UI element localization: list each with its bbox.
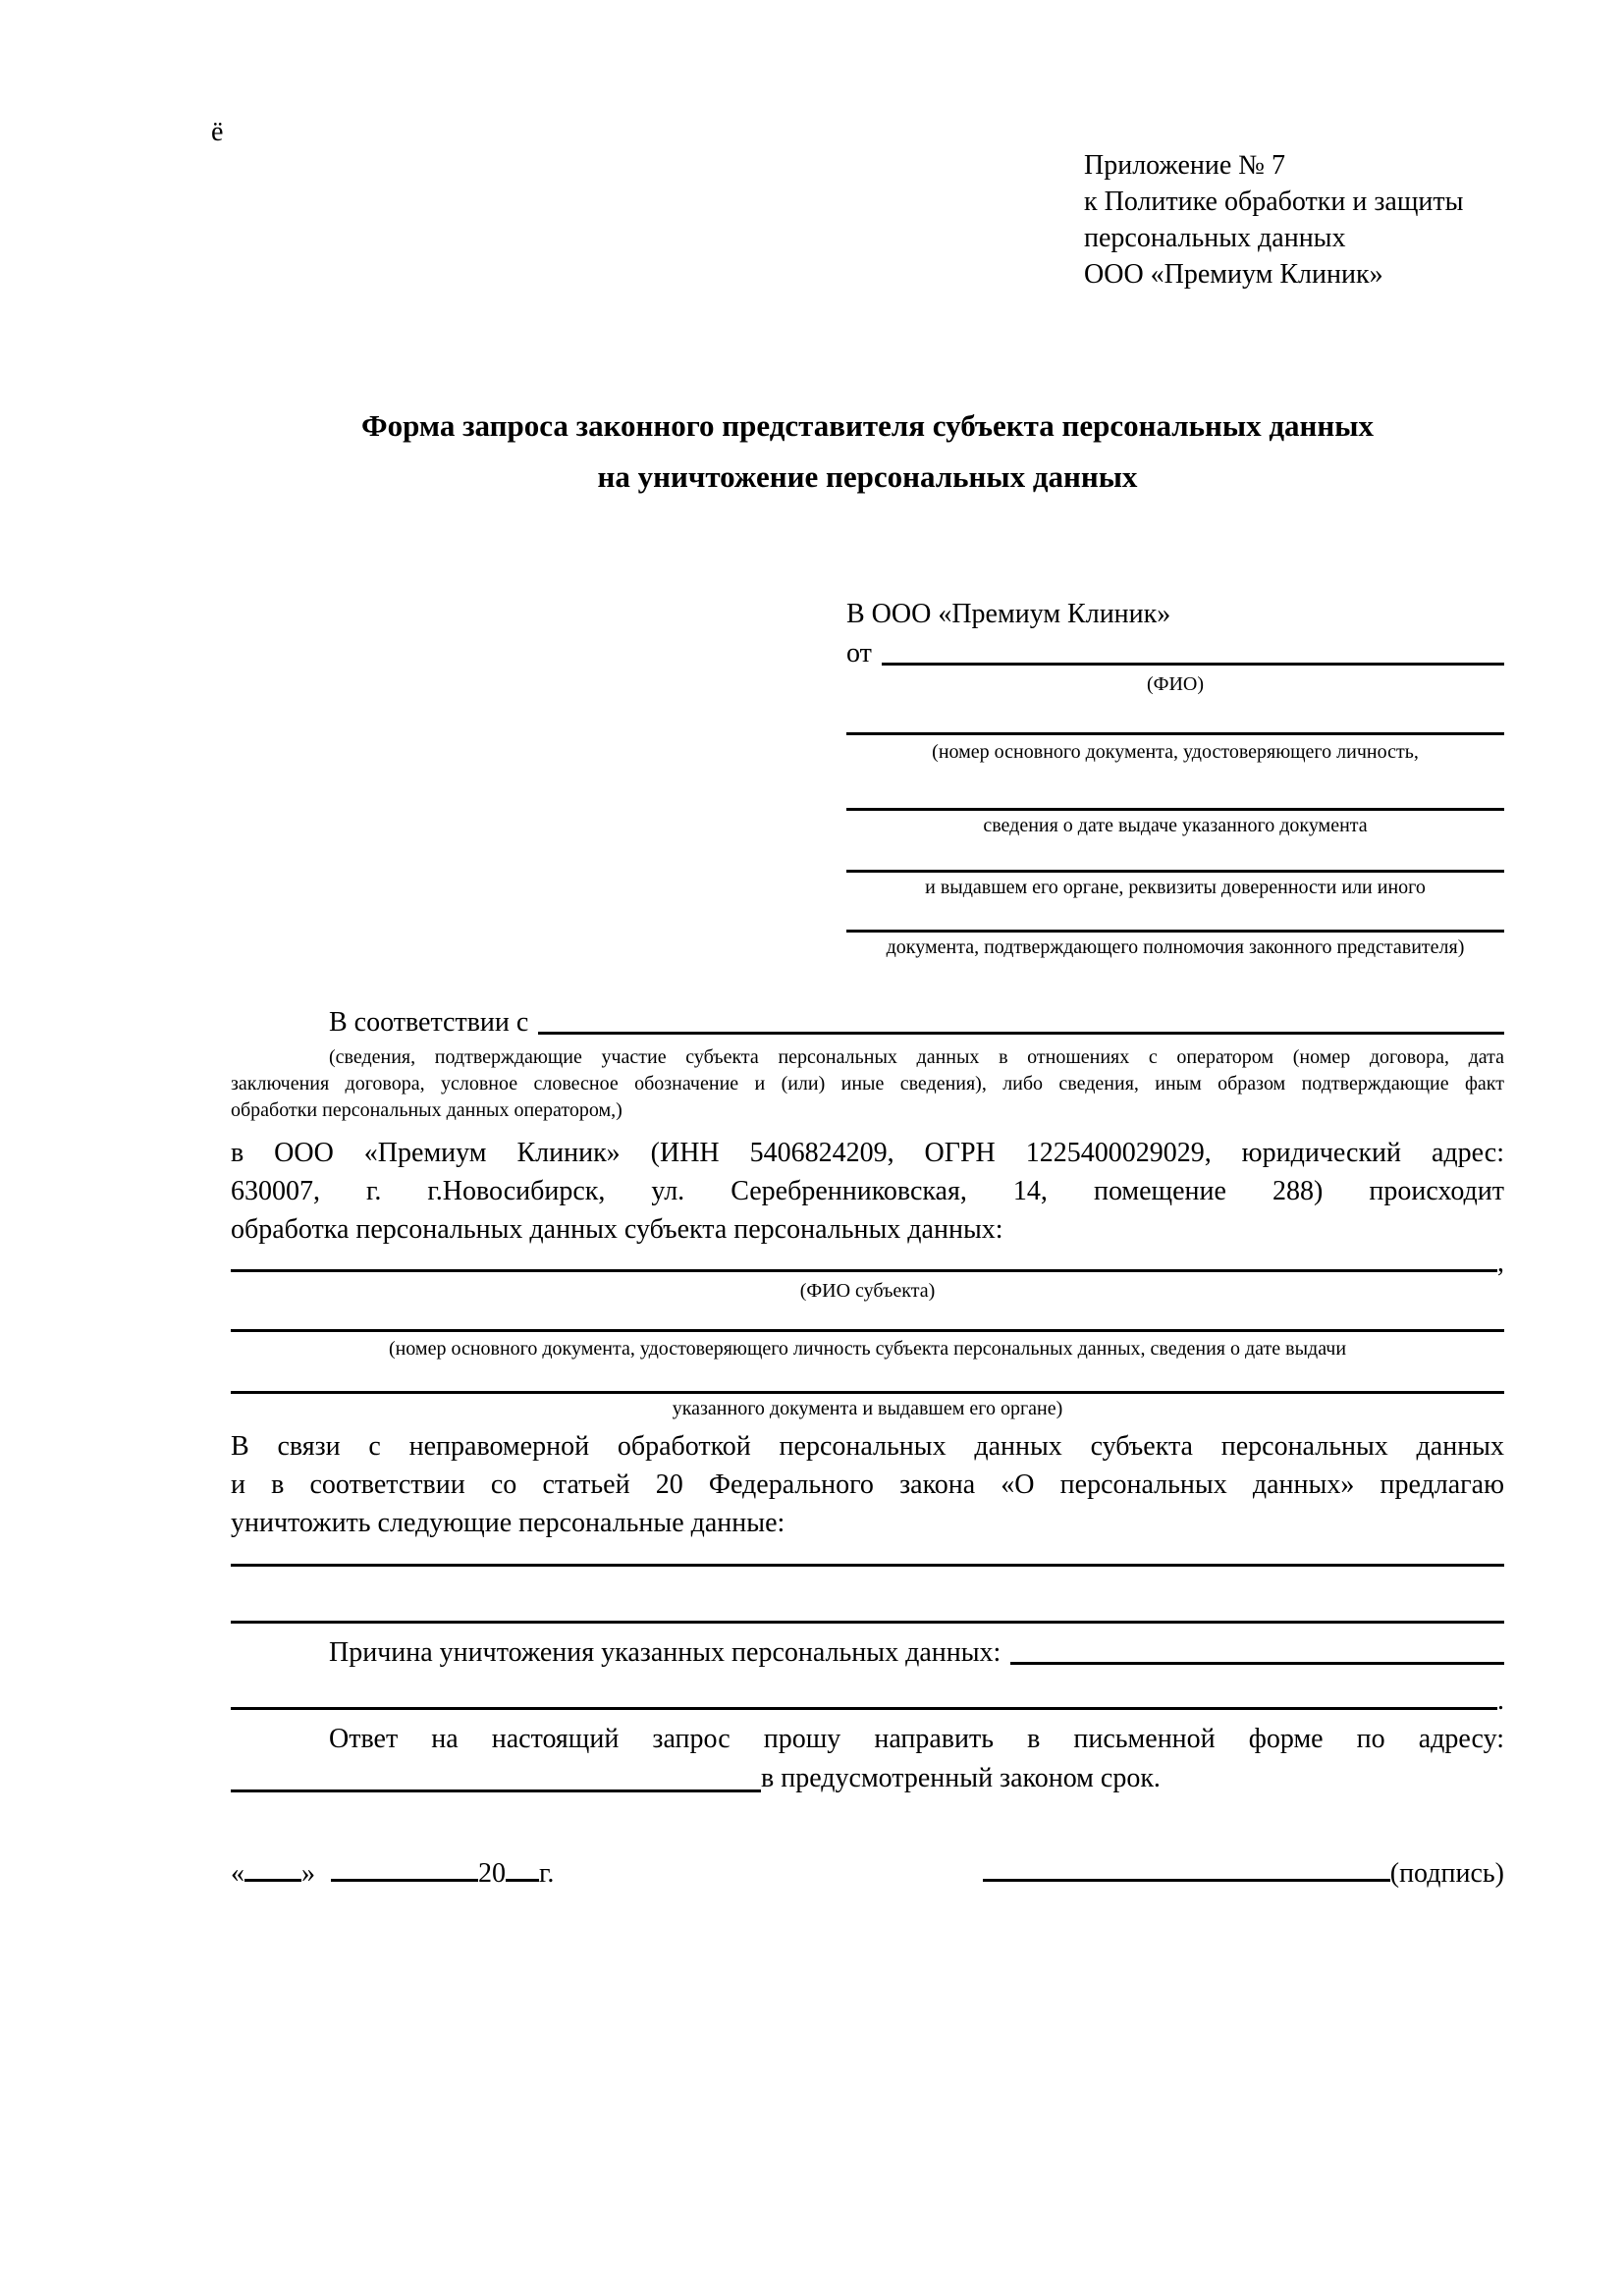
reason-blank-line-1 — [1010, 1662, 1504, 1665]
appendix-line-2: к Политике обработки и защиты — [1084, 187, 1464, 217]
date-year-suffix: г. — [539, 1858, 555, 1889]
demand-paragraph-line-3: уничтожить следующие персональные данные: — [231, 1508, 785, 1538]
representative-doc-blank-line-1 — [846, 732, 1504, 735]
date-day-blank — [244, 1857, 301, 1882]
representative-doc-caption-4: документа, подтверждающего полномочия законного представителя) — [886, 936, 1465, 958]
date-open-quote: « — [231, 1858, 244, 1889]
reply-address-blank-line — [231, 1789, 761, 1792]
destroy-data-blank-line-2 — [231, 1621, 1504, 1624]
from-label: от — [846, 638, 872, 668]
representative-doc-blank-line-4 — [846, 930, 1504, 933]
subject-fio-blank-line — [231, 1269, 1497, 1272]
demand-paragraph-line-1: В связи с неправомерной обработкой персональных данных субъекта персональных данных — [231, 1431, 1504, 1462]
subject-fio-row — [231, 1249, 1504, 1278]
subject-doc-blank-line-1 — [231, 1329, 1504, 1332]
accordance-blank-line — [538, 1032, 1504, 1035]
subject-doc-blank-line-2 — [231, 1391, 1504, 1394]
operator-paragraph-line-3: обработка персональных данных субъекта персональных данных: — [231, 1214, 1003, 1245]
form-title-line-1: Форма запроса законного представителя субъекта персональных данных — [361, 408, 1374, 443]
accordance-caption — [231, 1044, 1504, 1124]
subject-fio-line-comma: , — [1497, 1248, 1504, 1278]
reason-blank-line-2 — [231, 1707, 1497, 1710]
signature-field — [983, 1855, 1504, 1893]
accordance-caption-line-2: заключения договора, условное словесное обозначение и (или) иные сведения), либо сведения, иным образом подтверждающие факт — [231, 1073, 1504, 1095]
date-year-blank — [506, 1857, 539, 1882]
destroy-data-blank-line-1 — [231, 1564, 1504, 1567]
representative-doc-caption-3: и выдавшем его органе, реквизиты доверенности или иного — [925, 877, 1426, 898]
fio-caption: (ФИО) — [1146, 673, 1204, 695]
from-row — [846, 636, 1504, 671]
appendix-line-1: Приложение № 7 — [1084, 150, 1285, 181]
reason-label: Причина уничтожения указанных персональных данных: — [329, 1637, 1001, 1668]
reason-line-period: . — [1497, 1685, 1504, 1716]
signature-blank-line — [983, 1857, 1390, 1882]
signature-caption: (подпись) — [1389, 1858, 1504, 1889]
reason-continuation-row — [231, 1686, 1504, 1716]
demand-paragraph-line-2: и в соответствии со статьей 20 Федерального закона «О персональных данных» предлагаю — [231, 1469, 1504, 1500]
date-field — [231, 1855, 554, 1893]
stray-char: ё — [211, 117, 224, 147]
operator-paragraph-line-1: в ООО «Премиум Клиник» (ИНН 5406824209, ОГРН 1225400029029, юридический адрес: — [231, 1138, 1504, 1168]
accordance-label: В соответствии с — [329, 1007, 529, 1038]
form-content — [231, 0, 1504, 1893]
addressee-org: В ООО «Премиум Клиник» — [846, 599, 1171, 629]
date-month-blank — [331, 1857, 478, 1882]
reply-address-row — [231, 1759, 1504, 1798]
representative-doc-caption-1: (номер основного документа, удостоверяющего личность, — [932, 741, 1419, 763]
accordance-caption-line-1: (сведения, подтверждающие участие субъекта персональных данных в отношениях с оператором (номер договора, дата — [329, 1046, 1504, 1068]
reply-tail-text: в предусмотренный законом срок. — [761, 1763, 1161, 1793]
reason-row — [231, 1635, 1504, 1671]
representative-doc-blank-line-3 — [846, 870, 1504, 873]
form-title — [231, 400, 1504, 503]
appendix-line-3: персональных данных — [1084, 223, 1346, 253]
date-close-quote: » — [301, 1858, 315, 1889]
reply-request-line: Ответ на настоящий запрос прошу направить в письменной форме по адресу: — [329, 1724, 1504, 1754]
operator-paragraph — [231, 1134, 1504, 1249]
representative-name-blank-line — [882, 663, 1504, 666]
representative-doc-blank-line-2 — [846, 808, 1504, 811]
form-title-line-2: на уничтожение персональных данных — [597, 459, 1138, 494]
date-year-prefix: 20 — [478, 1858, 506, 1889]
accordance-caption-line-3: обработки персональных данных оператором,) — [231, 1099, 623, 1121]
representative-doc-caption-2: сведения о дате выдаче указанного документа — [983, 815, 1368, 836]
addressee-block — [846, 597, 1504, 960]
footer-row — [231, 1855, 1504, 1893]
appendix-line-4: ООО «Премиум Клиник» — [1084, 259, 1383, 290]
accordance-row — [231, 1005, 1504, 1041]
operator-paragraph-line-2: 630007, г. г.Новосибирск, ул. Серебренниковская, 14, помещение 288) происходит — [231, 1176, 1504, 1206]
subject-doc-caption-2: указанного документа и выдавшем его органе) — [672, 1398, 1063, 1419]
subject-doc-caption-1: (номер основного документа, удостоверяющего личность субъекта персональных данных, сведения о дате выдачи — [388, 1338, 1347, 1360]
demand-paragraph — [231, 1427, 1504, 1542]
subject-fio-caption: (ФИО субъекта) — [799, 1280, 936, 1302]
